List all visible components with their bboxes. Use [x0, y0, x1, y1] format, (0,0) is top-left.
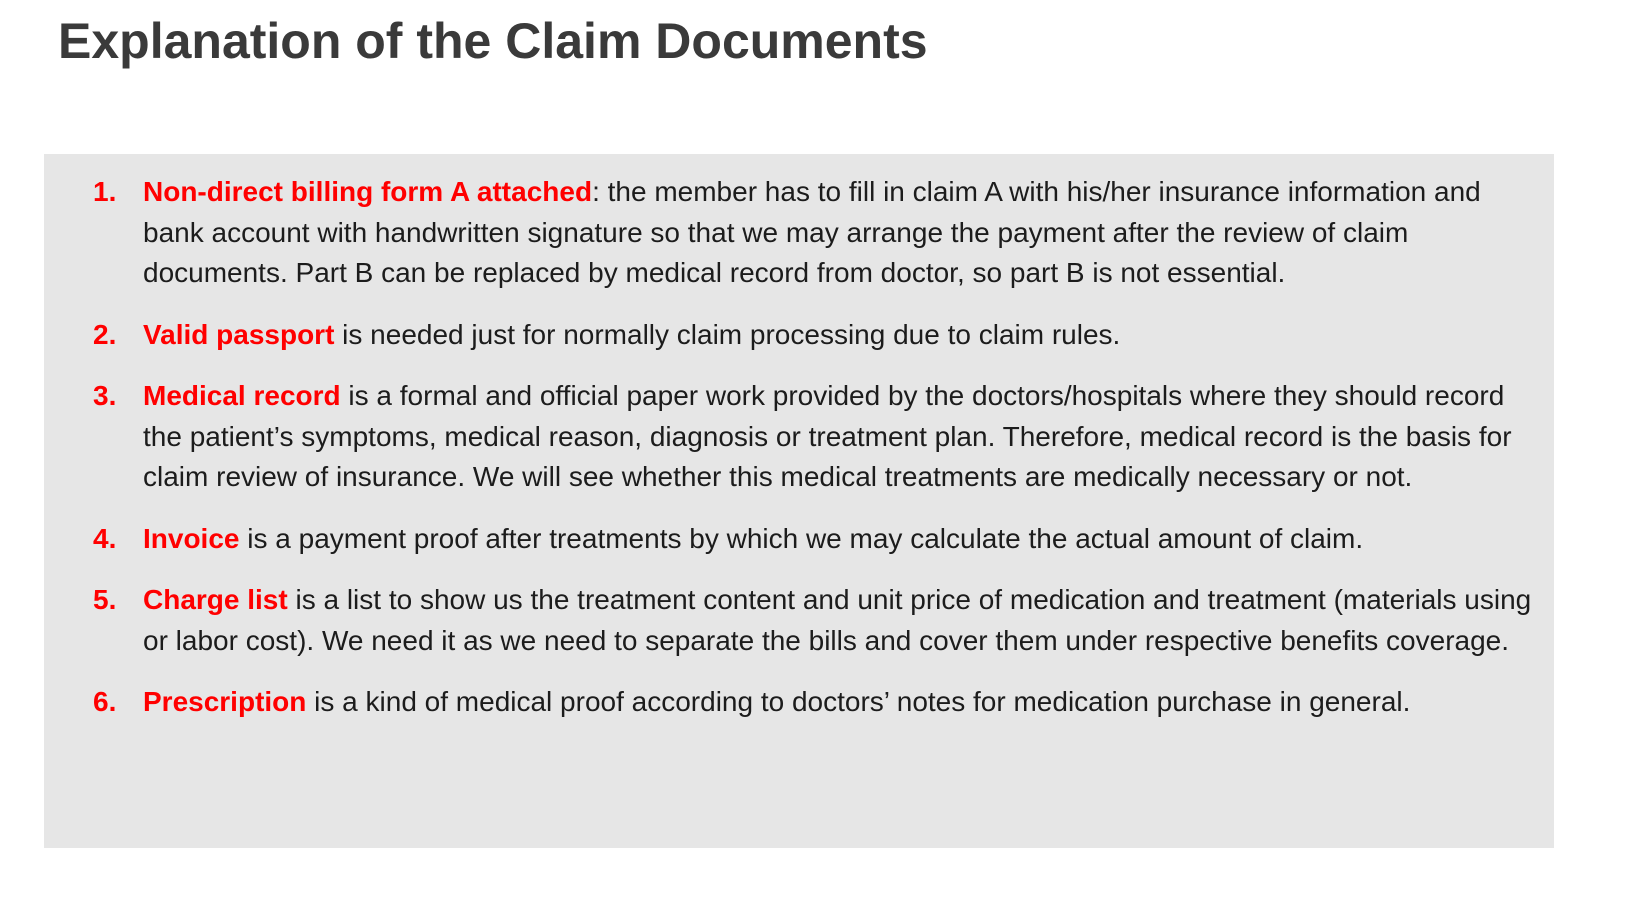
item-description: is a payment proof after treatments by which we may calculate the actual amount of claim. [239, 522, 1364, 554]
item-number: 3. [93, 380, 117, 411]
item-number: 4. [93, 522, 117, 554]
item-number: 1. [93, 176, 117, 207]
page-title: Explanation of the Claim Documents [58, 13, 928, 69]
item-term: Charge list [143, 584, 288, 615]
item-description: is a kind of medical proof according to doctors’ notes for medication purchase in general. [306, 686, 1411, 717]
list-item-prescription [44, 682, 1554, 723]
item-term: Invoice [143, 522, 240, 554]
list-item-medical-record [44, 376, 1554, 498]
item-term: Non-direct billing form A attached [143, 176, 593, 207]
item-description: : the member has to fill in claim A with his/her insurance information and bank account with handwritten signature so that we may arrange the payment after the review of claim documents. Part B can be replaced by medical record from doctor, so part B is not essential. [143, 176, 1481, 288]
item-term: Valid passport [143, 318, 335, 350]
item-number: 2. [93, 318, 117, 350]
claim-documents-panel [44, 154, 1554, 848]
item-term: Medical record [143, 380, 341, 411]
item-number: 6. [93, 686, 117, 717]
list-item-valid-passport [44, 315, 1554, 356]
claim-documents-list [44, 172, 1554, 744]
item-description: is a list to show us the treatment content and unit price of medication and treatment (materials using or labor cost). We need it as we need to separate the bills and cover them under respective benefits coverage. [143, 584, 1532, 656]
list-item-non-direct-billing-form [44, 172, 1554, 294]
item-description: is a formal and official paper work provided by the doctors/hospitals where they should record the patient’s symptoms, medical reason, diagnosis or treatment plan. Therefore, medical record is the basis for claim review of insurance. We will see whether this medical treatments are medically necessary or not. [143, 380, 1512, 492]
item-number: 5. [93, 584, 117, 615]
list-item-charge-list [44, 580, 1554, 661]
list-item-invoice [44, 519, 1554, 560]
item-term: Prescription [143, 686, 307, 717]
item-description: is needed just for normally claim processing due to claim rules. [334, 318, 1121, 350]
